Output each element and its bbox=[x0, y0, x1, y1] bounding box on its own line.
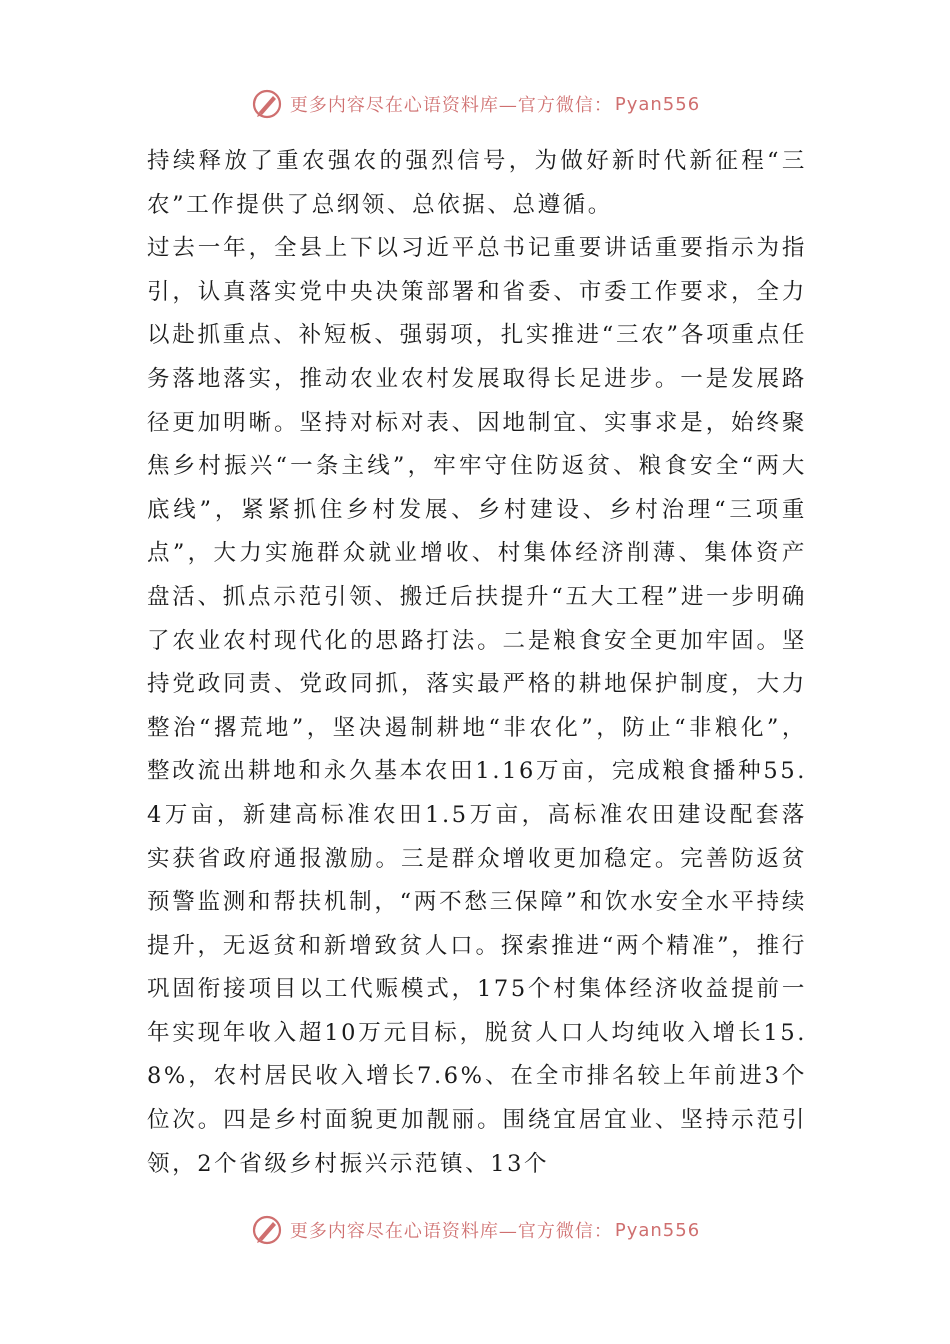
pen-logo-icon bbox=[250, 87, 284, 121]
paragraph-2: 过去一年，全县上下以习近平总书记重要讲话重要指示为指引，认真落实党中央决策部署和省委、市委工作要求，全力以赴抓重点、补短板、强弱项，扎实推进“三农”各项重点任务落地落实，推动农业农村发展取得长足进步。一是发展路径更加明晰。坚持对标对表、因地制宜、实事求是，始终聚焦乡村振兴“一条主线”，牢牢守住防返贫、粮食安全“两大底线”，紧紧抓住乡村发展、乡村建设、乡村治理“三项重点”，大力实施群众就业增收、村集体经济削薄、集体资产盘活、抓点示范引领、搬迁后扶提升“五大工程”进一步明确了农业农村现代化的思路打法。二是粮食安全更加牢固。坚持党政同责、党政同抓，落实最严格的耕地保护制度，大力整治“撂荒地”，坚决遏制耕地“非农化”，防止“非粮化”，整改流出耕地和永久基本农田1.16万亩，完成粮食播种55.4万亩，新建高标准农田1.5万亩，高标准农田建设配套落实获省政府通报激励。三是群众增收更加稳定。完善防返贫预警监测和帮扶机制，“两不愁三保障”和饮水安全水平持续提升，无返贫和新增致贫人口。探索推进“两个精准”，推行巩固衔接项目以工代赈模式，175个村集体经济收益提前一年实现年收入超10万元目标，脱贫人口人均纯收入增长15.8%，农村居民收入增长7.6%、在全市排名较上年前进3个位次。四是乡村面貌更加靓丽。围绕宜居宜业、坚持示范引领，2个省级乡村振兴示范镇、13个 bbox=[147, 235, 807, 1177]
document-body bbox=[147, 140, 807, 1186]
paragraph-1: 持续释放了重农强农的强烈信号，为做好新时代新征程“三农”工作提供了总纲领、总依据、总遵循。 bbox=[147, 148, 807, 218]
footer-watermark bbox=[0, 1210, 950, 1250]
pen-logo-icon bbox=[250, 1213, 284, 1247]
watermark-text: 更多内容尽在心语资料库—官方微信： bbox=[289, 95, 613, 116]
watermark-wechat-id: Pyan556 bbox=[614, 93, 701, 115]
header-watermark bbox=[0, 84, 950, 124]
watermark-wechat-id: Pyan556 bbox=[614, 1219, 701, 1241]
watermark-text: 更多内容尽在心语资料库—官方微信： bbox=[289, 1221, 613, 1242]
